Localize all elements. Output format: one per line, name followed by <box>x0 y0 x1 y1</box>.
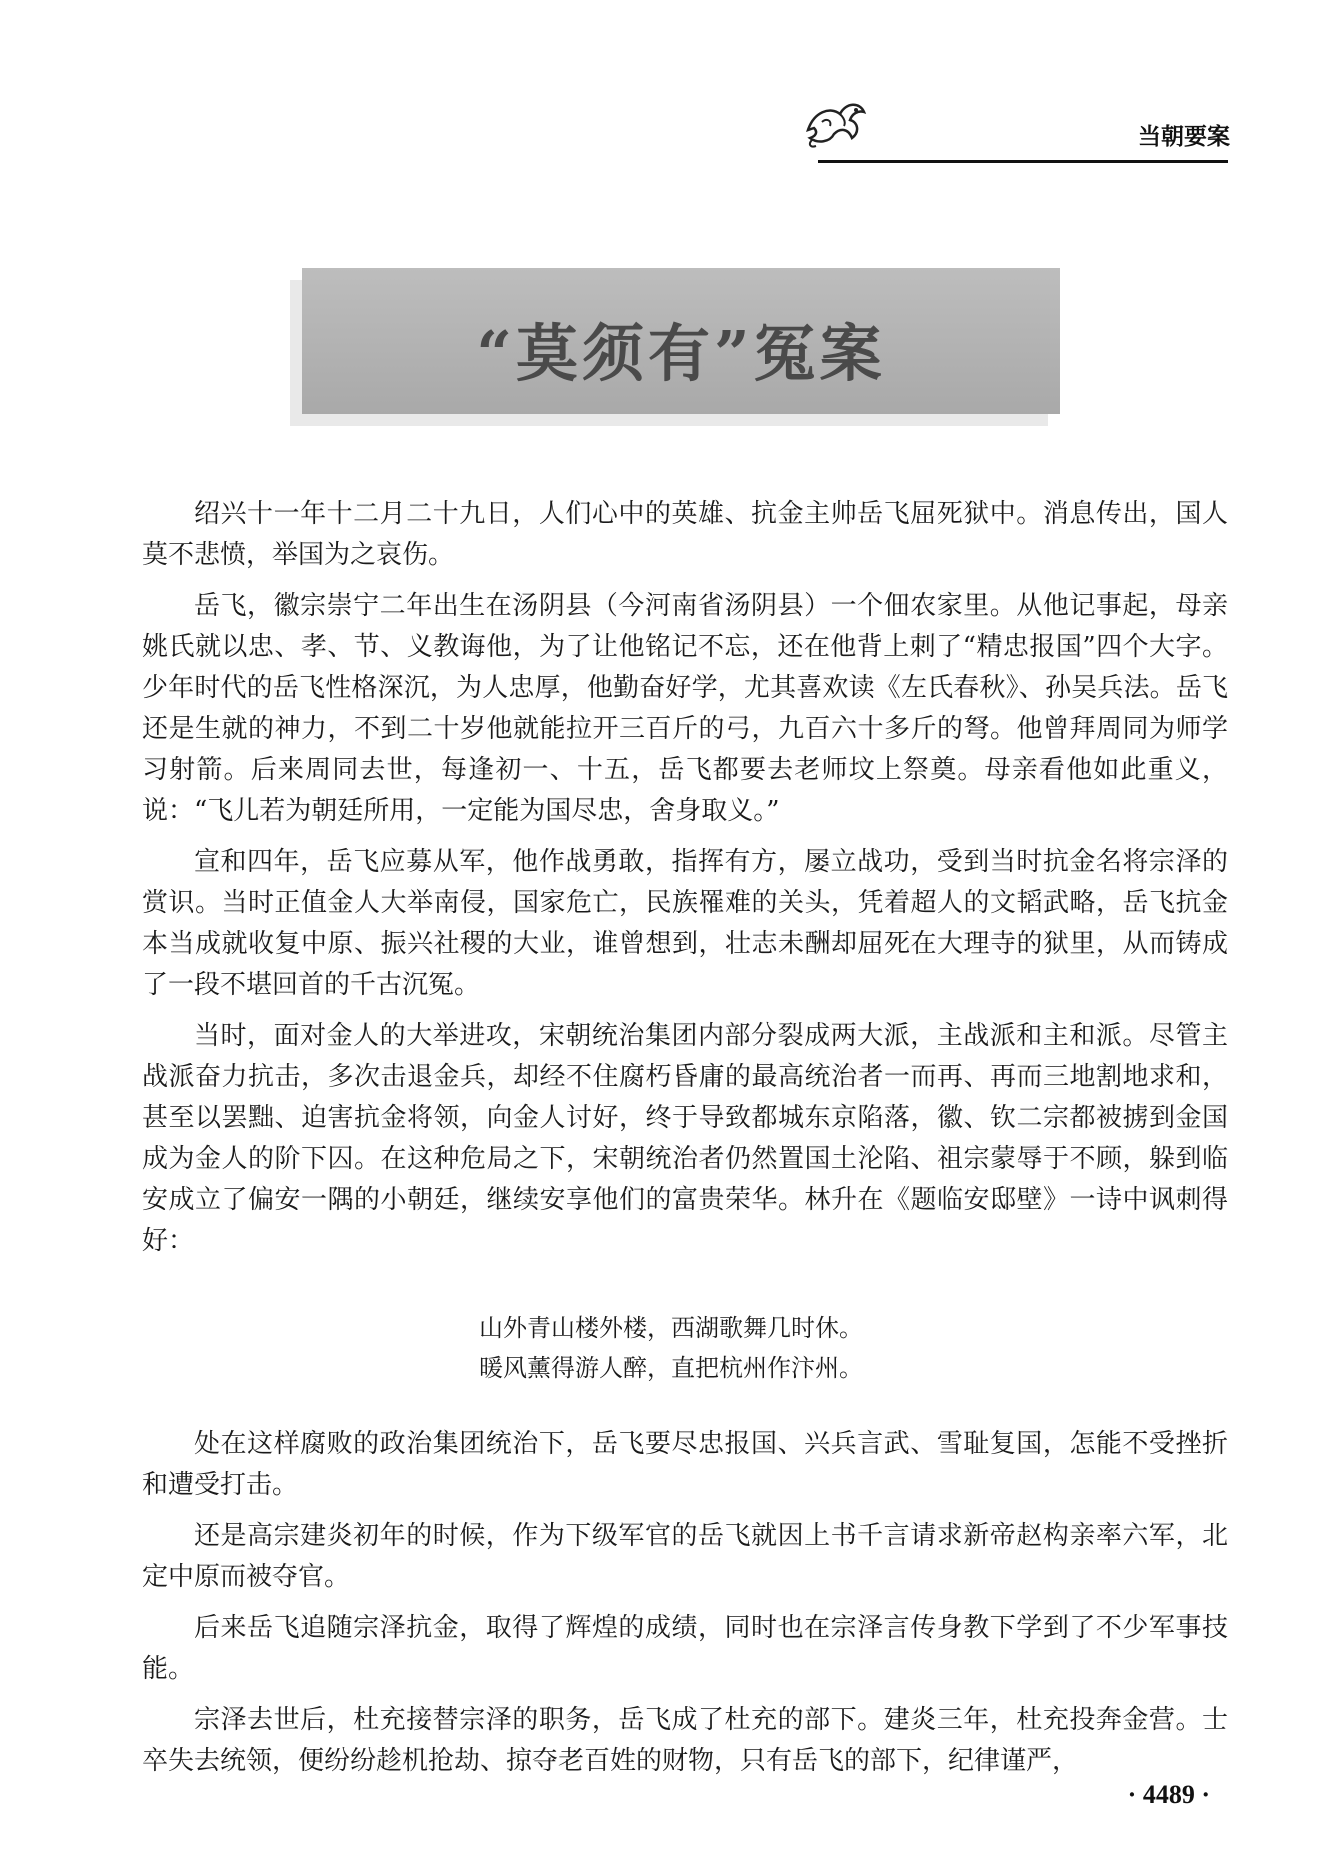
article-title: “莫须有”冤案 <box>476 317 886 390</box>
paragraph: 宗泽去世后，杜充接替宗泽的职务，岳飞成了杜充的部下。建炎三年，杜充投奔金营。士卒失去统领，便纷纷趁机抢劫、掠夺老百姓的财物，只有岳飞的部下，纪律谨严， <box>142 1705 1228 1776</box>
paragraph: 后来岳飞追随宗泽抗金，取得了辉煌的成绩，同时也在宗泽言传身教下学到了不少军事技能。 <box>142 1613 1228 1684</box>
paragraph: 还是高宗建炎初年的时候，作为下级军官的岳飞就因上书千言请求新帝赵构亲率六军，北定中原而被夺官。 <box>142 1521 1228 1592</box>
paragraph: 岳飞，徽宗崇宁二年出生在汤阴县（今河南省汤阴县）一个佃农家里。从他记事起，母亲姚氏就以忠、孝、节、义教诲他，为了让他铭记不忘，还在他背上刺了“精忠报国”四个大字。少年时代的岳飞性格深沉，为人忠厚，他勤奋好学，尤其喜欢读《左氏春秋》、孙吴兵法。岳飞还是生就的神力，不到二十岁他就能拉开三百斤的弓，九百六十多斤的弩。他曾拜周同为师学习射箭。后来周同去世，每逢初一、十五，岳飞都要去老师坟上祭奠。母亲看他如此重义，说：“飞儿若为朝廷所用，一定能为国尽忠，舍身取义。” <box>142 591 1228 826</box>
poem-line: 山外青山楼外楼，西湖歌舞几时休。 <box>479 1314 863 1342</box>
paragraph: 当时，面对金人的大举进攻，宋朝统治集团内部分裂成两大派，主战派和主和派。尽管主战派奋力抗击，多次击退金兵，却经不住腐朽昏庸的最高统治者一而再、再而三地割地求和，甚至以罢黜、迫害抗金将领，向金人讨好，终于导致都城东京陷落，徽、钦二宗都被掳到金国成为金人的阶下囚。在这种危局之下，宋朝统治者仍然置国土沦陷、祖宗蒙辱于不顾，躲到临安成立了偏安一隅的小朝廷，继续安享他们的富贵荣华。林升在《题临安邸壁》一诗中讽刺得好： <box>142 1021 1228 1256</box>
article-body-top <box>142 494 1228 1272</box>
poem-block <box>0 1308 1322 1388</box>
title-banner <box>302 268 1060 414</box>
article-body-bottom <box>142 1424 1228 1792</box>
section-title: 当朝要案 <box>1138 124 1230 150</box>
paragraph: 处在这样腐败的政治集团统治下，岳飞要尽忠报国、兴兵言武、雪耻复国，怎能不受挫折和遭受打击。 <box>142 1429 1228 1500</box>
dragon-logo-icon <box>800 92 872 152</box>
header-divider <box>818 160 1228 163</box>
paragraph: 绍兴十一年十二月二十九日，人们心中的英雄、抗金主帅岳飞屈死狱中。消息传出，国人莫不悲愤，举国为之哀伤。 <box>142 499 1228 570</box>
page-number: · 4489 · <box>1127 1780 1210 1809</box>
paragraph: 宣和四年，岳飞应募从军，他作战勇敢，指挥有方，屡立战功，受到当时抗金名将宗泽的赏识。当时正值金人大举南侵，国家危亡，民族罹难的关头，凭着超人的文韬武略，岳飞抗金本当成就收复中原、振兴社稷的大业，谁曾想到，壮志未酬却屈死在大理寺的狱里，从而铸成了一段不堪回首的千古沉冤。 <box>142 847 1228 1000</box>
poem-line: 暖风薰得游人醉，直把杭州作汴州。 <box>479 1354 863 1382</box>
